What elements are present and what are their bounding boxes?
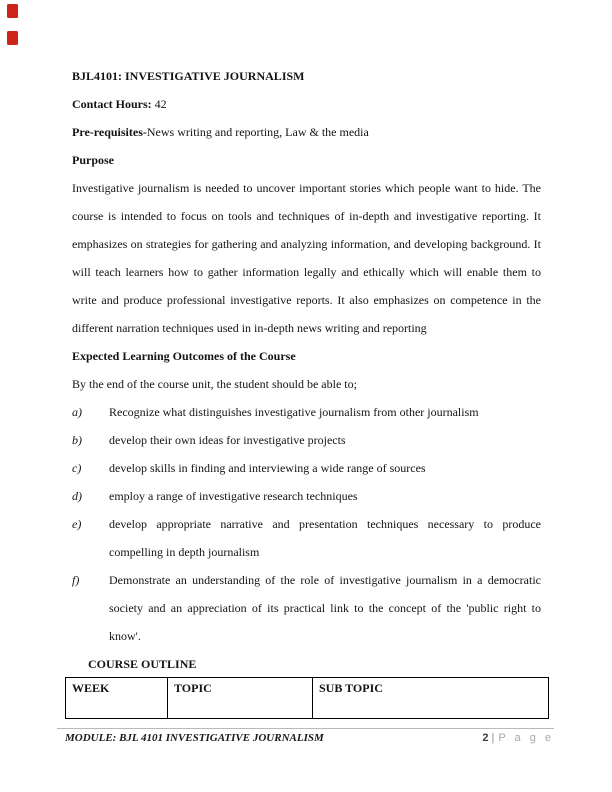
outcome-item-c xyxy=(72,454,541,482)
course-outline-table xyxy=(65,677,549,719)
paragraph-line: course is intended to focus on tools and techniques of in-depth and investigative reporting. It xyxy=(72,209,541,223)
outcomes-intro: By the end of the course unit, the student should be able to; xyxy=(72,377,357,391)
table-header-row xyxy=(66,678,549,719)
outcome-item-a xyxy=(72,398,541,426)
outcome-item-f xyxy=(72,566,541,650)
table-header-subtopic: SUB TOPIC xyxy=(313,678,549,719)
footer-module-text: MODULE: BJL 4101 INVESTIGATIVE JOURNALISM xyxy=(65,732,324,744)
outcome-text: employ a range of investigative research techniques xyxy=(109,489,358,503)
prerequisites-line xyxy=(72,118,541,146)
page-body xyxy=(72,62,541,678)
footer-divider xyxy=(57,728,554,729)
outcome-text: develop their own ideas for investigative projects xyxy=(109,433,346,447)
outcome-item-e xyxy=(72,510,541,566)
page-number: 2 xyxy=(482,732,489,744)
outcome-text: compelling in depth journalism xyxy=(109,545,260,559)
paragraph-line: emphasizes on strategies for gathering and analyzing information, and developing background. It xyxy=(72,237,541,251)
red-annotation-mark xyxy=(7,31,18,45)
outcome-text: develop appropriate narrative and presentation techniques necessary to produce xyxy=(109,517,541,531)
outcomes-heading: Expected Learning Outcomes of the Course xyxy=(72,349,296,363)
outcome-text: develop skills in finding and interviewing a wide range of sources xyxy=(109,461,426,475)
list-marker: d) xyxy=(72,489,82,503)
prerequisites-value: News writing and reporting, Law & the media xyxy=(146,125,369,139)
purpose-heading: Purpose xyxy=(72,153,114,167)
outcome-text: know'. xyxy=(109,629,141,643)
page-number-separator: | xyxy=(491,732,495,744)
table-header-topic: TOPIC xyxy=(168,678,313,719)
course-title: BJL4101: INVESTIGATIVE JOURNALISM xyxy=(72,69,305,83)
contact-hours-value: 42 xyxy=(151,97,167,111)
list-marker: c) xyxy=(72,461,82,475)
outcome-text: Recognize what distinguishes investigative journalism from other journalism xyxy=(109,405,479,419)
footer-page-number xyxy=(482,732,554,744)
paragraph-line: different narration techniques used in in-depth news writing and reporting xyxy=(72,321,427,335)
red-annotation-mark xyxy=(7,4,18,18)
list-marker: e) xyxy=(72,517,82,531)
list-marker: a) xyxy=(72,405,82,419)
paragraph-line: Investigative journalism is needed to uncover important stories which people want to hide. The xyxy=(72,181,541,195)
list-marker: f) xyxy=(72,573,80,587)
prerequisites-label: Pre-requisites- xyxy=(72,125,147,139)
paragraph-line: will teach learners how to gather information legally and ethically which will enable them to xyxy=(72,265,541,279)
table-header-week: WEEK xyxy=(66,678,168,719)
outcome-item-d xyxy=(72,482,541,510)
outcome-text: Demonstrate an understanding of the role of investigative journalism in a democratic xyxy=(109,573,541,587)
list-marker: b) xyxy=(72,433,82,447)
contact-hours-line xyxy=(72,90,541,118)
outcome-item-b xyxy=(72,426,541,454)
page-word: P a g e xyxy=(498,732,554,744)
contact-hours-label: Contact Hours: xyxy=(72,97,152,111)
paragraph-line: write and produce professional investigative reports. It also emphasizes on competence in the xyxy=(72,293,541,307)
outcome-text: society and an appreciation of its practical link to the concept of the 'public right to xyxy=(109,601,541,615)
course-outline-heading: COURSE OUTLINE xyxy=(88,657,197,671)
purpose-paragraph xyxy=(72,174,541,342)
